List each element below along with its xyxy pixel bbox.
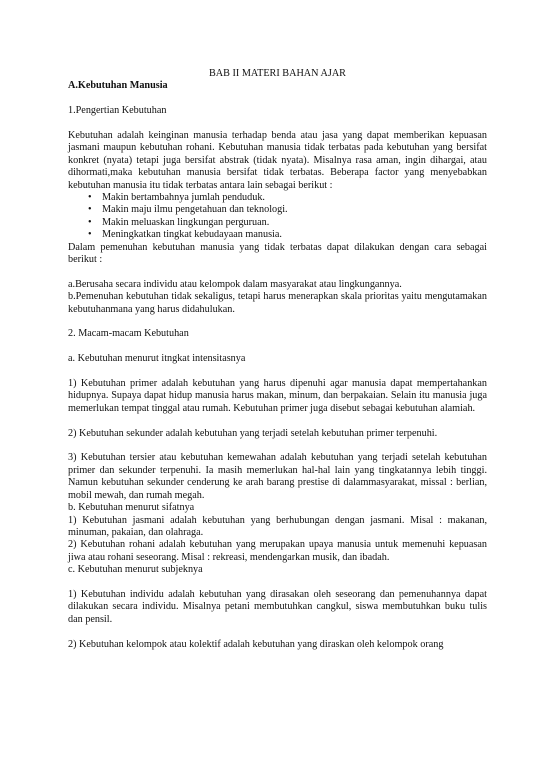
bullet-icon: • — [88, 192, 92, 204]
document-title: BAB II MATERI BAHAN AJAR — [209, 68, 346, 79]
bullet-icon: • — [88, 216, 92, 228]
list-item: • Makin meluaskan lingkungan perguruan. — [88, 216, 270, 228]
paragraph-fulfillment: Dalam pemenuhan kebutuhan manusia yang tidak terbatas dapat dilakukan dengan cara sebagai berikut : — [68, 241, 487, 266]
paragraph-method-a: a.Berusaha secara individu atau kelompok dalam masyarakat atau lingkungannya. — [68, 278, 402, 290]
paragraph-kelompok: 2) Kebutuhan kelompok atau kolektif adalah kebutuhan yang diraskan oleh kelompok orang — [68, 638, 444, 650]
bullet-icon: • — [88, 229, 92, 241]
paragraph-definition: Kebutuhan adalah keinginan manusia terhadap benda atau jasa yang dapat memberikan kepuasan jasmani maupun kebutuhan rohani. Kebutuhan manusia tidak terbatas pada kebutuhan yang bersifat konkret (nyata) tetapi juga bersifat abstrak (tidak nyata). Misalnya rasa aman, ingin dihargai, atau dihormati,maka kebutuhan manusia bersifat tidak terbatas. Beberapa factor yang menyebabkan kebutuhan manusia itu tidak terbatas antara lain sebagai berikut : — [68, 130, 487, 191]
subheading-intensitas: a. Kebutuhan menurut itngkat intensitasnya — [68, 353, 246, 365]
paragraph-rohani: 2) Kebutuhan rohani adalah kebutuhan yang merupakan upaya manusia untuk memenuhi kepuasan jiwa atau rohani seseorang. Misal : rekreasi, mendengarkan musik, dan ibadah. — [68, 539, 487, 563]
section-heading: A.Kebutuhan Manusia — [68, 80, 168, 92]
subheading-subjek: c. Kebutuhan menurut subjeknya — [68, 564, 203, 576]
subheading-sifat: b. Kebutuhan menurut sifatnya — [68, 502, 195, 514]
list-item: • Meningkatkan tingkat kebudayaan manusia. — [88, 229, 282, 241]
paragraph-sekunder: 2) Kebutuhan sekunder adalah kebutuhan yang terjadi setelah kebutuhan primer terpenuhi. — [68, 427, 438, 439]
paragraph-tersier: 3) Kebutuhan tersier atau kebutuhan kemewahan adalah kebutuhan yang terjadi setelah kebutuhan primer dan sekunder terpenuhi. Ia masih memerlukan hal-hal lain yang tingkatannya lebih tinggi. Namun kebutuhan sekunder cenderung ke arah barang prestise di dalammasyarakat, missal : berlian, mobil mewah, dan rumah megah. — [68, 452, 487, 501]
paragraph-method-b: b.Pemenuhan kebutuhan tidak sekaligus, tetapi harus menerapkan skala prioritas yaitu mengutamakan kebutuhanmana yang harus didahulukan. — [68, 291, 487, 315]
paragraph-jasmani: 1) Kebutuhan jasmani adalah kebutuhan yang berhubungan dengan jasmani. Misal : makanan, minuman, pakaian, dan olahraga. — [68, 514, 487, 538]
factor-list — [68, 192, 487, 242]
subheading-macam: 2. Macam-macam Kebutuhan — [68, 328, 189, 340]
list-item: • Makin maju ilmu pengetahuan dan teknologi. — [88, 204, 288, 216]
paragraph-individu: 1) Kebutuhan individu adalah kebutuhan yang dirasakan oleh seseorang dan pemenuhannya dapat dilakukan secara individu. Misalnya petani membutuhkan cangkul, siswa membutuhkan buku tulis dan pensil. — [68, 588, 487, 625]
subheading-pengertian: 1.Pengertian Kebutuhan — [68, 105, 167, 117]
list-item: • Makin bertambahnya jumlah penduduk. — [88, 192, 265, 204]
bullet-icon: • — [88, 204, 92, 216]
paragraph-primer: 1) Kebutuhan primer adalah kebutuhan yang harus dipenuhi agar manusia dapat mempertahankan hidupnya. Supaya dapat hidup manusia harus makan, minum, dan berpakaian. Selain itu manusia juga memerlukan tempat tinggal atau rumah. Kebutuhan primer juga disebut sebagai kebutuhan alamiah. — [68, 378, 487, 414]
